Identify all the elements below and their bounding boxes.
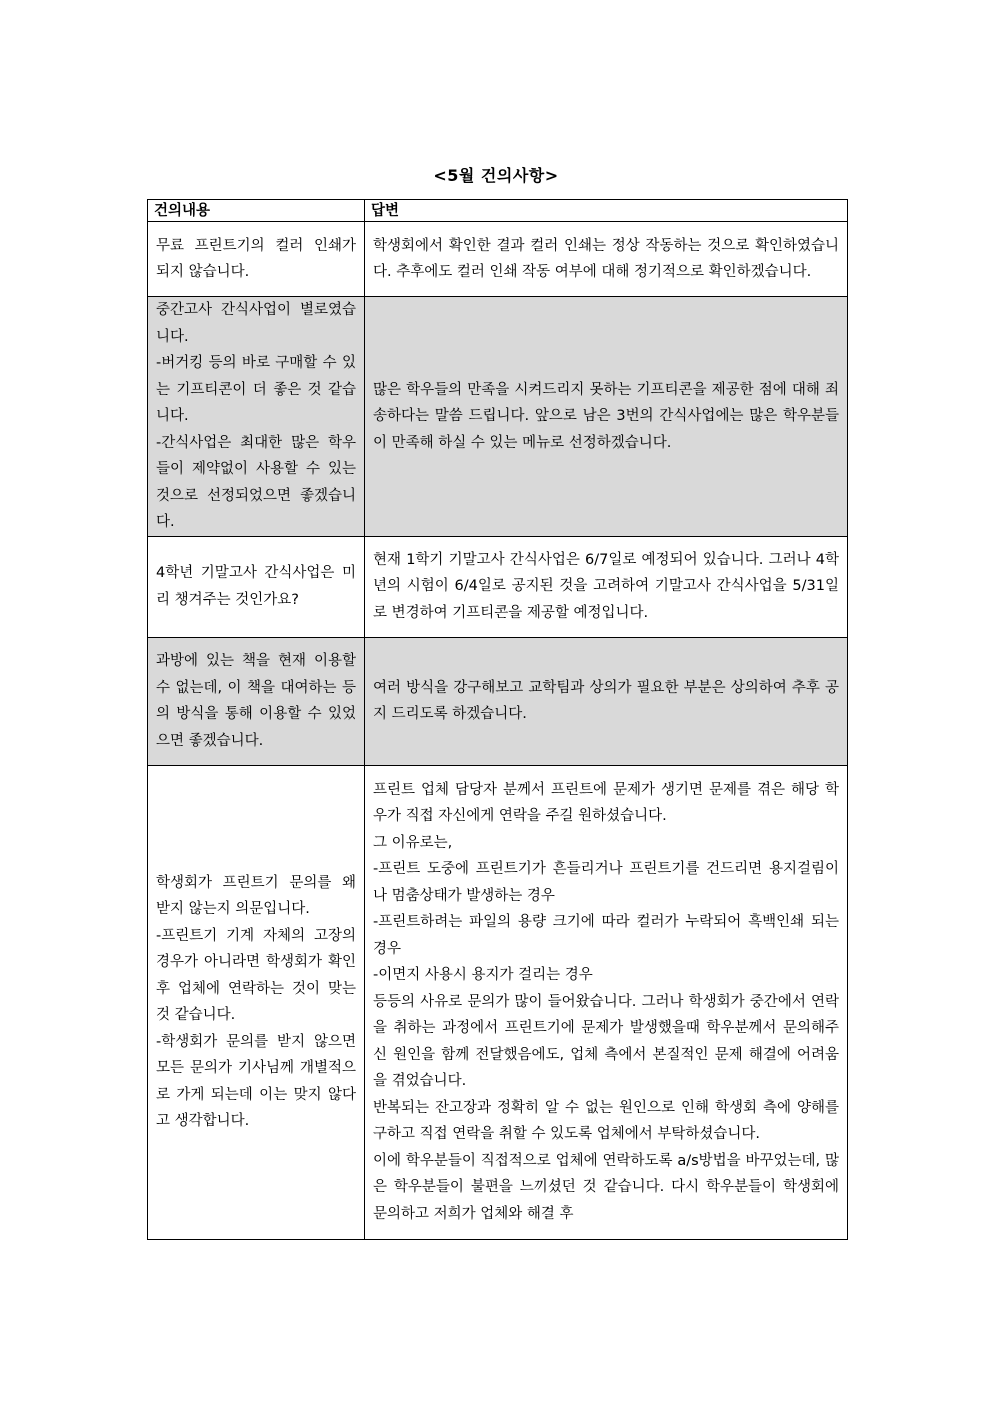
suggestion-text: 4학년 기말고사 간식사업은 미리 챙겨주는 것인가요? [156, 565, 356, 608]
table-row [148, 297, 848, 537]
answer-text: -이면지 사용시 용지가 걸리는 경우 [373, 967, 593, 984]
suggestion-cell [148, 637, 365, 765]
answer-cell [365, 637, 848, 765]
answer-text: 그 이유로는, [373, 834, 453, 851]
table-header-row [148, 200, 848, 222]
suggestion-cell [148, 536, 365, 637]
suggestion-text: 학생회가 프린트기 문의를 왜 받지 않는지 의문입니다. [156, 874, 356, 917]
answer-text: -프린트하려는 파일의 용량 크기에 따라 컬러가 누락되어 흑백인쇄 되는 경우 [373, 914, 839, 957]
answer-text: 반복되는 잔고장과 정확히 알 수 없는 원인으로 인해 학생회 측에 양해를 구하고 직접 연락을 취할 수 있도록 업체에서 부탁하셨습니다. [373, 1099, 839, 1143]
suggestion-text: -학생회가 문의를 받지 않으면 모든 문의가 기사님께 개별적으로 가게 되는데 이는 맞지 않다고 생각합니다. [156, 1033, 356, 1129]
suggestion-text: 중간고사 간식사업이 별로였습니다. [156, 302, 356, 345]
suggestion-cell [148, 222, 365, 297]
header-answer: 답변 [365, 200, 848, 222]
answer-cell [365, 222, 848, 297]
table-row [148, 765, 848, 1239]
answer-text: 현재 1학기 기말고사 간식사업은 6/7일로 예정되어 있습니다. 그러나 4학년의 시험이 6/4일로 공지된 것을 고려하여 기말고사 간식사업을 5/31일로 변경하여 기프티콘을 제공할 예정입니다. [373, 551, 839, 621]
suggestion-text: -프린트기 기계 자체의 고장의 경우가 아니라면 학생회가 확인 후 업체에 연락하는 것이 맞는 것 같습니다. [156, 927, 356, 1023]
answer-text: 여러 방식을 강구해보고 교학팀과 상의가 필요한 부분은 상의하여 추후 공지 드리도록 하겠습니다. [373, 679, 839, 722]
suggestion-text: 무료 프린트기의 컬러 인쇄가 되지 않습니다. [156, 237, 356, 280]
answer-cell [365, 536, 848, 637]
suggestion-text: -버거킹 등의 바로 구매할 수 있는 기프티콘이 더 좋은 것 같습니다. [156, 355, 356, 424]
answer-text: 많은 학우들의 만족을 시켜드리지 못하는 기프티콘을 제공한 점에 대해 죄송하다는 말씀 드립니다. 앞으로 남은 3번의 간식사업에는 많은 학우분들이 만족해 하실 수 있는 메뉴로 선정하겠습니다. [373, 381, 839, 451]
suggestions-table [147, 199, 848, 1240]
answer-text: 프린트 업체 담당자 분께서 프린트에 문제가 생기면 문제를 겪은 해당 학우가 직접 자신에게 연락을 주길 원하셨습니다. [373, 781, 839, 825]
answer-text: 학생회에서 확인한 결과 컬러 인쇄는 정상 작동하는 것으로 확인하였습니다. 추후에도 컬러 인쇄 작동 여부에 대해 정기적으로 확인하겠습니다. [373, 237, 839, 280]
suggestion-cell [148, 765, 365, 1239]
suggestion-text: 과방에 있는 책을 현재 이용할 수 없는데, 이 책을 대여하는 등의 방식을 통해 이용할 수 있었으면 좋겠습니다. [156, 653, 356, 749]
table-row [148, 222, 848, 297]
table-row [148, 637, 848, 765]
answer-cell [365, 765, 848, 1239]
table-row [148, 536, 848, 637]
answer-cell [365, 297, 848, 537]
suggestion-text: -간식사업은 최대한 많은 학우들이 제약없이 사용할 수 있는 것으로 선정되었으면 좋겠습니다. [156, 434, 356, 530]
page-title: <5월 건의사항> [433, 166, 559, 185]
answer-text: 이에 학우분들이 직접적으로 업체에 연락하도록 a/s방법을 바꾸었는데, 많은 학우분들이 불편을 느끼셨던 것 같습니다. 다시 학우분들이 학생회에 문의하고 저희가 업체와 해결 후 [373, 1152, 839, 1222]
header-suggestion: 건의내용 [148, 200, 365, 222]
answer-text: -프린트 도중에 프린트기가 흔들리거나 프린트기를 건드리면 용지걸림이나 멈춤상태가 발생하는 경우 [373, 861, 839, 904]
suggestion-cell [148, 297, 365, 537]
answer-text: 등등의 사유로 문의가 많이 들어왔습니다. 그러나 학생회가 중간에서 연락을 취하는 과정에서 프린트기에 문제가 발생했을때 학우분께서 문의해주신 원인을 함께 전달했음에도, 업체 측에서 본질적인 문제 해결에 어려움을 겪었습니다. [373, 993, 839, 1090]
